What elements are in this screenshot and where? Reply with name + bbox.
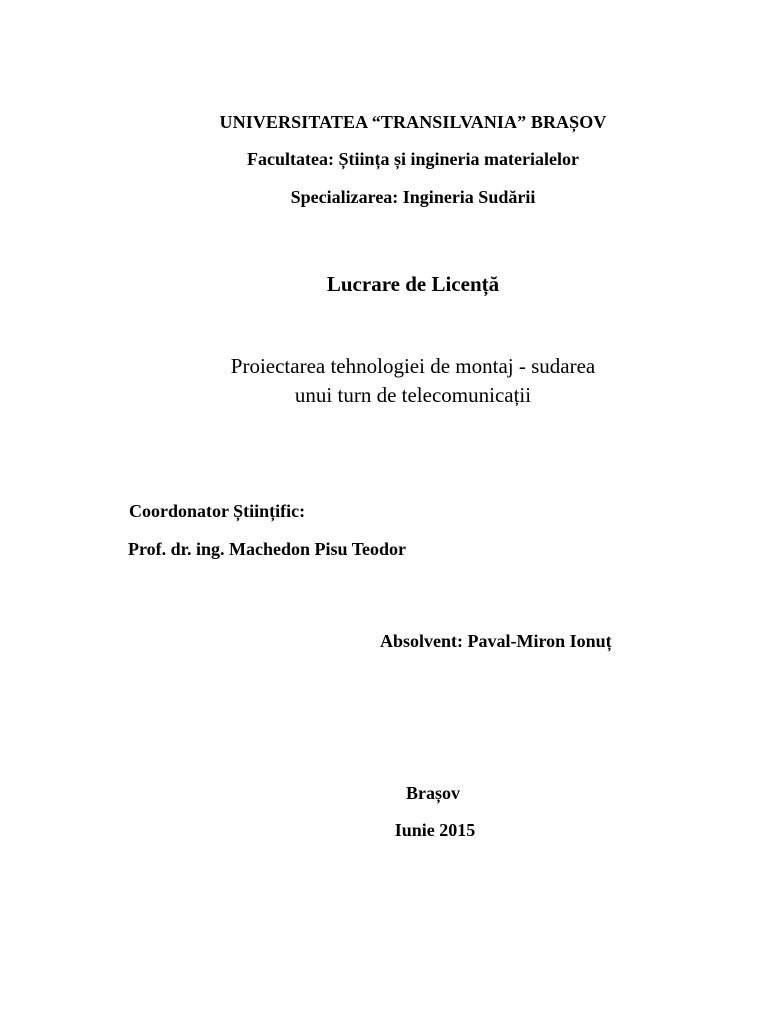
thesis-title-line-2: unui turn de telecomunicații <box>294 383 532 407</box>
city: Brașov <box>406 783 460 803</box>
university-name: UNIVERSITATEA “TRANSILVANIA” BRAȘOV <box>219 112 607 132</box>
graduate-name: Absolvent: Paval-Miron Ionuț <box>380 631 612 651</box>
date: Iunie 2015 <box>394 820 476 840</box>
coordinator-label: Coordonator Științific: <box>129 501 306 521</box>
thesis-title-line-1: Proiectarea tehnologiei de montaj - sudarea <box>230 354 596 378</box>
thesis-title <box>0 356 768 414</box>
faculty-name: Facultatea: Știința și ingineria materialelor <box>247 149 579 169</box>
specialization-name: Specializarea: Ingineria Sudării <box>290 187 536 207</box>
thesis-type: Lucrare de Licență <box>326 272 500 296</box>
coordinator-name: Prof. dr. ing. Machedon Pisu Teodor <box>128 539 407 559</box>
